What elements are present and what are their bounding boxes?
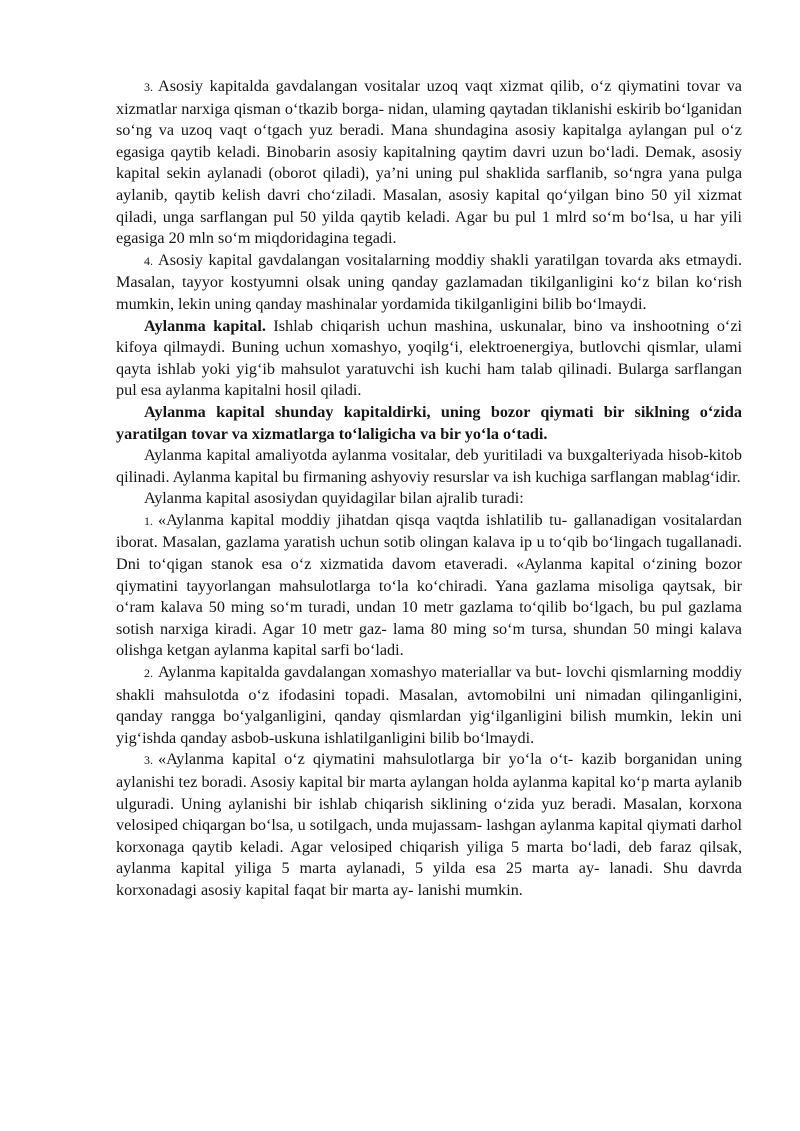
paragraph-text: Aylanma kapitalda gavdalangan xomashyo materiallar va but- lovchi qismlarning moddiy shakli mahsulotda o‘z ifodasini topadi. Masalan, avtomobilni uni nimadan qilinganligini, qanday rangga bo‘yalganligini, qanday qismlardan yig‘ilganligini bilish mumkin, lekin uni yig‘ishda qanday asbob-uskuna ishlatilganligini bilib bo‘lmaydi. (116, 663, 742, 747)
paragraph-text: Aylanma kapital amaliyotda aylanma vositalar, deb yuritiladi va buxgalteriyada hisob-kitob qilinadi. Aylanma kapital bu firmaning ashyoviy resurslar va ish kuchiga sarflangan mablag‘idir. (116, 446, 742, 486)
paragraph-text: Asosiy kapitalda gavdalangan vositalar uzoq vaqt xizmat qilib, o‘z qiymatini tovar va xizmatlar narxiga qisman o‘tkazib borga- nidan, ulaming qaytadan tiklanishi eskirib bo‘lganidan so‘ng va uzoq vaqt o‘tgach yuz beradi. Mana shundagina asosiy kapitalga aylangan pul o‘z egasiga qaytib keladi. Binobarin asosiy kapitalning qaytim davri uzun bo‘ladi. Demak, asosiy kapital sekin aylanadi (oborot qiladi), ya’ni uning pul shaklida sarflanib, so‘ngra yana pulga aylanib, qaytib kelish davri cho‘ziladi. Masalan, asosiy kapital qo‘yilgan bino 50 yil xizmat qiladi, unga sarflangan pul 50 yilda qaytib keladi. Agar bu pul 1 mlrd so‘m bo‘lsa, u har yili egasiga 20 mln so‘m miqdoridagina tegadi. (116, 77, 742, 248)
paragraph-diff-1 (116, 510, 742, 662)
paragraph-practice (116, 445, 742, 488)
paragraph-diff-3 (116, 749, 742, 901)
paragraph-aylanma-kapital (116, 316, 742, 402)
list-number: 3. (144, 753, 153, 768)
definition-paragraph (116, 402, 742, 445)
list-number: 2. (144, 666, 153, 681)
list-number: 4. (144, 253, 153, 268)
section-heading: Aylanma kapital. (144, 316, 266, 335)
paragraph-text: Asosiy kapital gavdalangan vositalarning moddiy shakli yaratilgan tovarda aks etmaydi. Masalan, tayyor kostyumni olsak uning qanday gazlamadan tikilganligini ko‘z bilan ko‘rish mumkin, lekin uning qanday mashinalar yordamida tikilganligini bilib bo‘lmaydi. (116, 250, 742, 313)
definition-text: Aylanma kapital shunday kapitaldirki, uning bozor qiymati bir siklning o‘zida yaratilgan tovar va xizmatlarga to‘laligicha va bir yo‘la o‘tadi. (116, 402, 742, 443)
paragraph-4 (116, 250, 742, 316)
paragraph-3 (116, 76, 742, 250)
paragraph-text: «Aylanma kapital moddiy jihatdan qisqa vaqtda ishlatilib tu- gallanadigan vositalardan iborat. Masalan, gazlama yaratish uchun sotib olingan kalava ip u to‘qib bo‘lingach tugallanadi. Dni to‘qigan stanok esa o‘z xizmatida davom etaveradi. «Aylanma kapital o‘zining bozor qiymatini tayyorlangan mahsulotlarga to‘la ko‘chiradi. Yana gazlama misoliga qaytsak, bir o‘ram kalava 50 ming so‘m turadi, undan 10 metr gazlama to‘qilib bo‘lgach, bu pul gazlama sotish narxiga kiradi. Agar 10 metr gaz- lama 80 ming so‘m tursa, shundan 50 mingi kalava olishga ketgan aylanma kapital sarfi bo‘ladi. (116, 510, 742, 660)
paragraph-text: Aylanma kapital asosiydan quyidagilar bilan ajralib turadi: (144, 489, 524, 508)
paragraph-differences-intro (116, 488, 742, 510)
paragraph-text: «Aylanma kapital o‘z qiymatini mahsulotlarga bir yo‘la o‘t- kazib borganidan uning aylanishi tez boradi. Asosiy kapital bir marta aylangan holda aylanma kapital ko‘p marta aylanib ulguradi. Uning aylanishi bir ishlab chiqarish siklining o‘zida yuz beradi. Masalan, korxona velosiped chiqargan bo‘lsa, u sotilgach, unda mujassam- lashgan aylanma kapital qiymati darhol korxonaga qaytib keladi. Agar velosiped chiqarish yiliga 5 marta bo‘ladi, deb faraz qilsak, aylanma kapital yiliga 5 marta aylanadi, 5 yilda esa 25 marta ay- lanadi. Shu davrda korxonadagi asosiy kapital faqat bir marta ay- lanishi mumkin. (116, 750, 742, 899)
paragraph-text: Ishlab chiqarish uchun mashina, uskunalar, bino va inshootning o‘zi kifoya qilmaydi. Buning uchun xomashyo, yoqilg‘i, elektroenergiya, butlovchi qismlar, ulami qayta ishlab yoki yig‘ib mahsulot yaratuvchi ish kuchi ham talab qilinadi. Bularga sarflangan pul esa aylanma kapitalni hosil qiladi. (116, 316, 742, 400)
paragraph-diff-2 (116, 662, 742, 749)
list-number: 3. (144, 80, 153, 94)
list-number: 1. (144, 513, 153, 528)
